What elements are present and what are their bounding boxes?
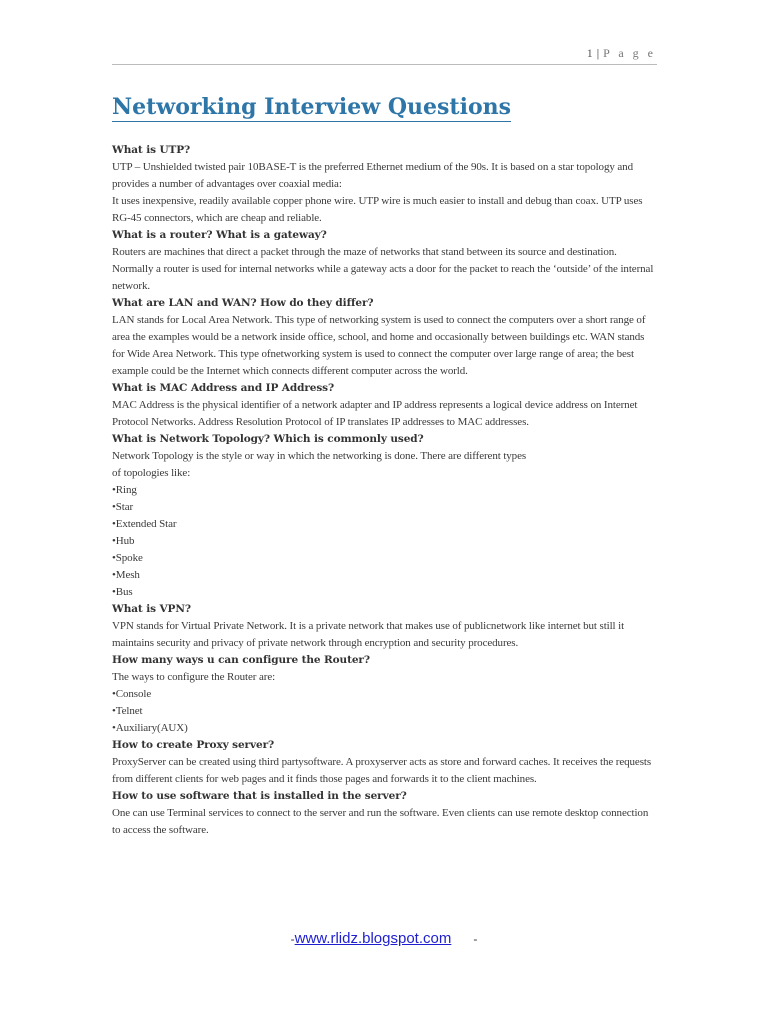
page-word: P a g e (603, 46, 656, 60)
answer-paragraph: LAN stands for Local Area Network. This type of networking system is used to connect the computers over a short range of area the examples would be a network inside office, school, and home and occasionally between buildings etc. WAN stands for Wide Area Network. This type ofnetworking system is used to connect the computer over large range of area; the best example could be the Internet which connects different computer across the world. (112, 314, 646, 377)
answer-paragraph: of topologies like: (112, 467, 191, 479)
answer-paragraph: One can use Terminal services to connect to the server and run the software. Even clients can use remote desktop connection to access the software. (112, 807, 649, 836)
list-item: • Console (112, 686, 657, 703)
answer-paragraph: UTP – Unshielded twisted pair 10BASE-T is the preferred Ethernet medium of the 90s. It is based on a star topology and provides a number of advantages over coaxial media: (112, 161, 633, 190)
question-heading: What are LAN and WAN? How do they differ? (112, 297, 374, 309)
answer-paragraph: MAC Address is the physical identifier of a network adapter and IP address represents a logical device address on Internet Protocol Networks. Address Resolution Protocol of IP translates IP addresses to MAC addresses. (112, 399, 638, 428)
question-heading: What is a router? What is a gateway? (112, 229, 327, 241)
list-item: • Ring (112, 482, 657, 499)
list-item: • Auxiliary(AUX) (112, 720, 657, 737)
answer-paragraph: It uses inexpensive, readily available copper phone wire. UTP wire is much easier to install and debug than coax. UTP uses RG-45 connectors, which are cheap and reliable. (112, 195, 643, 224)
list-item: • Telnet (112, 703, 657, 720)
question-heading: How to create Proxy server? (112, 739, 275, 751)
list-item: • Spoke (112, 550, 657, 567)
question-heading: How many ways u can configure the Router? (112, 654, 370, 666)
document-body (112, 142, 657, 839)
footer-link[interactable]: www.rlidz.blogspot.com (294, 930, 452, 947)
list-item: • Bus (112, 584, 657, 601)
document-title: Networking Interview Questions (112, 94, 511, 120)
question-heading: What is MAC Address and IP Address? (112, 382, 335, 394)
footer-suffix: - (473, 932, 478, 946)
answer-paragraph: ProxyServer can be created using third partysoftware. A proxyserver acts as store and forward caches. It receives the requests from different clients for web pages and it finds those pages and forwards it to the client machines. (112, 756, 652, 785)
answer-paragraph: Network Topology is the style or way in which the networking is done. There are different types (112, 450, 527, 462)
list-item: • Mesh (112, 567, 657, 584)
question-heading: How to use software that is installed in the server? (112, 790, 407, 802)
question-heading: What is VPN? (112, 603, 191, 615)
page-number (587, 46, 656, 61)
footer-prefix: - (290, 932, 295, 946)
header-rule (112, 64, 657, 65)
list-item: • Hub (112, 533, 657, 550)
question-heading: What is UTP? (112, 144, 191, 156)
list-item: • Star (112, 499, 657, 516)
page-number-separator: | (596, 46, 601, 60)
page-footer (0, 930, 768, 947)
answer-paragraph: VPN stands for Virtual Private Network. It is a private network that makes use of publicnetwork like internet but still it maintains security and privacy of private network through encryption and security procedures. (112, 620, 625, 649)
answer-paragraph: Routers are machines that direct a packet through the maze of networks that stand between its source and destination. Normally a router is used for internal networks while a gateway acts a door for the packet to reach the ‘outside’ of the internal network. (112, 246, 654, 292)
list-item: • Extended Star (112, 516, 657, 533)
page-number-value: 1 (586, 46, 594, 60)
question-heading: What is Network Topology? Which is commonly used? (112, 433, 424, 445)
answer-paragraph: The ways to configure the Router are: (112, 671, 276, 683)
